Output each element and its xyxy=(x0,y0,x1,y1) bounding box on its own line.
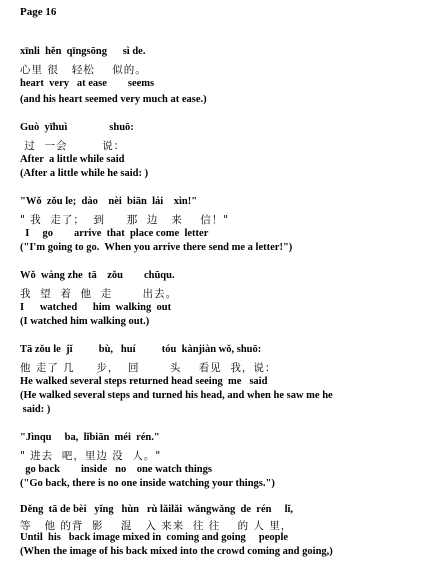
translation-line: (After a little while he said: ) xyxy=(20,168,149,179)
pinyin-line: "Jìnqu ba, lǐbiān méi rén." xyxy=(20,432,160,443)
translation-line: (and his heart seemed very much at ease.) xyxy=(20,94,207,105)
translation-line: ("I'm going to go. When you arrive there send me a letter!") xyxy=(20,242,293,253)
english-gloss-line: I watched him walking out xyxy=(20,302,172,313)
translation-line: (When the image of his back mixed into the crowd coming and going,) xyxy=(20,546,333,557)
english-gloss-line: go back inside no one watch things xyxy=(20,464,212,475)
english-gloss-line: He walked several steps returned head seeing me said xyxy=(20,376,268,387)
hanzi-line: 他 走了 几 步， 回 头 看见 我，说： xyxy=(20,362,277,374)
hanzi-line: 我 望 着 他 走 出去。 xyxy=(20,288,178,300)
page-label: Page 16 xyxy=(20,6,57,18)
english-gloss-line: Until his back image mixed in coming and going people xyxy=(20,532,289,543)
hanzi-line: " 进去 吧，里边 没 人。" xyxy=(20,450,162,462)
pinyin-line: Guò yīhuì shuō: xyxy=(20,122,134,133)
pinyin-line: xīnli hěn qīngsōng sì de. xyxy=(20,46,146,57)
english-gloss-line: I go arrive that place come letter xyxy=(20,228,209,239)
pinyin-line: Děng tā de bèi yǐng hùn rù lǎilǎi wǎngwǎng de rén lǐ, xyxy=(20,504,294,515)
hanzi-line: 心里 很 轻松 似的。 xyxy=(20,64,147,76)
pinyin-line: Wǒ wàng zhe tā zǒu chūqu. xyxy=(20,270,175,281)
translation-line: (He walked several steps and turned his head, and when he saw me he xyxy=(20,390,333,401)
hanzi-line: 过 一会 说： xyxy=(20,140,126,152)
pinyin-line: Tā zǒu le jǐ bù, huí tóu kànjiàn wǒ, shuō: xyxy=(20,344,262,355)
translation-line-continued: said: ) xyxy=(20,404,51,415)
pinyin-line: "Wǒ zǒu le; dào nèi biān lái xìn!" xyxy=(20,196,198,207)
english-gloss-line: heart very at ease seems xyxy=(20,78,155,89)
translation-line: ("Go back, there is no one inside watching your things.") xyxy=(20,478,275,489)
hanzi-line: " 我 走了； 到 那 边 来 信！" xyxy=(20,214,230,226)
translation-line: (I watched him walking out.) xyxy=(20,316,150,327)
english-gloss-line: After a little while said xyxy=(20,154,125,165)
hanzi-line: 等 他 的背 影 混 入 来来 往 往 的 人 里， xyxy=(20,520,293,532)
